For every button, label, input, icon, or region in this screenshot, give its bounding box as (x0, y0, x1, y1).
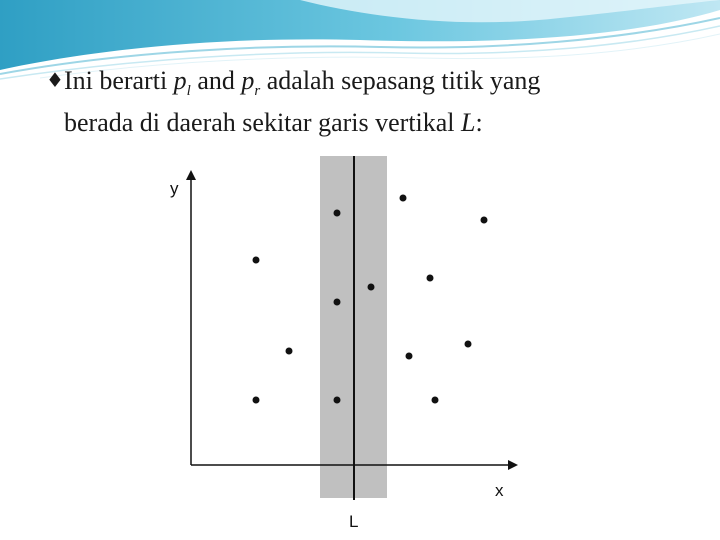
line2-prefix: berada di daerah sekitar garis vertikal (64, 108, 462, 138)
p-symbol: p (173, 66, 187, 95)
point (253, 257, 260, 264)
point (465, 341, 472, 348)
point (253, 397, 260, 404)
point (400, 195, 407, 202)
line2-suffix: : (475, 108, 483, 138)
l-subscript: l (186, 83, 191, 100)
point (406, 353, 413, 360)
point (286, 348, 293, 355)
x-axis-label: x (495, 481, 504, 500)
point (334, 299, 341, 306)
and-word: and (190, 66, 242, 95)
point (368, 284, 375, 291)
point (334, 210, 341, 217)
line1-prefix: Ini berarti (63, 66, 174, 95)
p-symbol-2: p (241, 66, 255, 95)
bullet-icon: ♦ (46, 68, 64, 92)
y-axis-label: y (170, 179, 179, 198)
L-symbol: L (461, 108, 476, 138)
point (481, 217, 488, 224)
line1-suffix: adalah sepasang titik yang (260, 66, 541, 95)
point (334, 397, 341, 404)
r-subscript: r (254, 83, 261, 100)
point (427, 275, 434, 282)
point (432, 397, 439, 404)
line-L-label: L (349, 512, 359, 531)
